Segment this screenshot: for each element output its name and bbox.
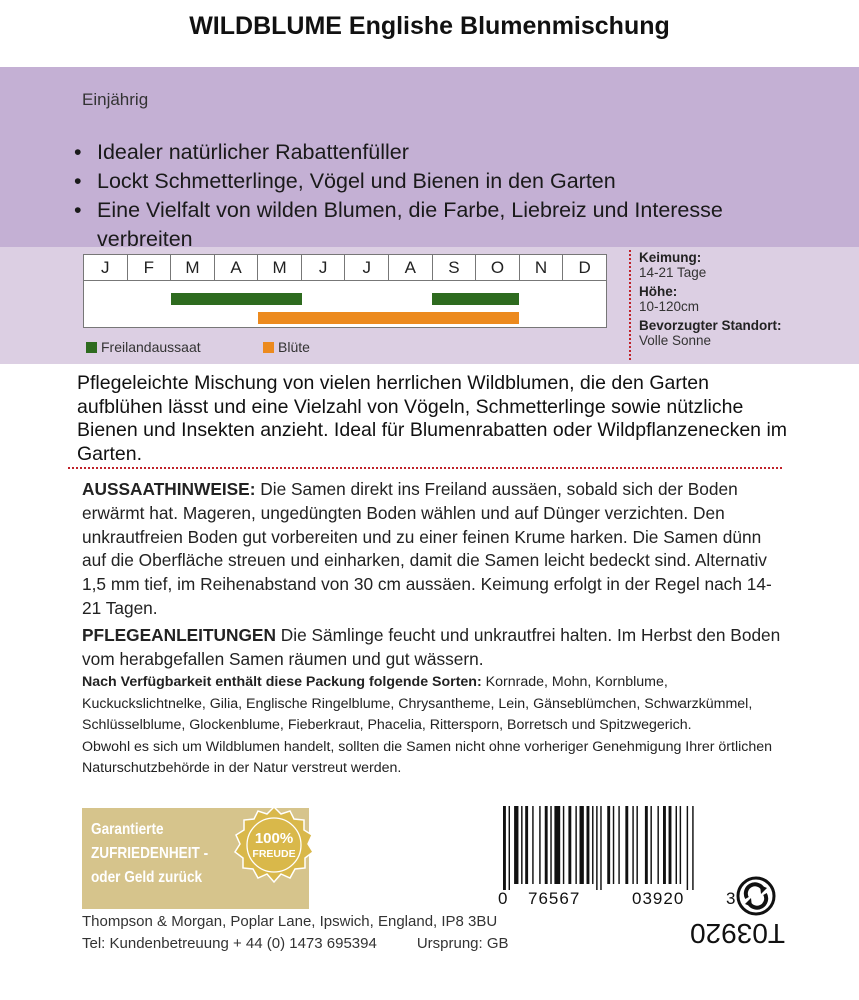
barcode-bar — [580, 806, 584, 884]
varieties-note: Obwohl es sich um Wildblumen handelt, sollten die Samen nicht ohne vorheriger Genehmigung Ihrer örtlichen Naturschutzbehörde in der Natur verstreut werden. — [82, 738, 773, 776]
sowing-heading: AUSSAATHINWEISE: — [82, 479, 256, 499]
care-text: Die Sämlinge feucht und unkrautfrei halten. Im Herbst den Boden vom herabgefallen Samen räumen und gut wässern. — [82, 625, 781, 669]
barcode-bar — [509, 806, 510, 890]
product-description: Pflegeleichte Mischung von vielen herrlichen Wildblumen, die den Garten aufblühen lässt und eine Vielzahl von Vögeln, Schmetterlinge sowie nützliche Bienen und Insekten anzieht. Ideal für Blumenrabatten oder Wildpflanzenecken im Garten. — [77, 372, 788, 465]
month-10: N — [520, 255, 564, 280]
barcode-bar — [632, 806, 633, 884]
seal-text: FREUDE — [252, 848, 296, 860]
satisfaction-seal-icon — [232, 804, 316, 888]
month-11: D — [578, 258, 591, 277]
height-value: 10-120cm — [639, 299, 700, 314]
varieties-heading: Nach Verfügbarkeit enthält diese Packung folgende Sorten: — [82, 674, 482, 690]
page-title: WILDBLUME Englishe Blumenmischung — [189, 12, 670, 40]
dotted-divider — [68, 467, 782, 469]
recycle-icon — [736, 876, 776, 916]
barcode-bar — [592, 806, 593, 884]
legend-swatch-flowering — [263, 342, 274, 353]
month-8: S — [433, 255, 477, 280]
barcode-bar — [687, 806, 688, 890]
sowing-bar-1 — [432, 293, 519, 305]
legend-sowing — [86, 339, 201, 355]
barcode-bar — [607, 806, 610, 884]
feature-item: • Idealer natürlicher Rabattenfüller — [70, 138, 790, 167]
phone-number: Tel: Kundenbetreuung + 44 (0) 1473 695394 — [82, 935, 377, 952]
contact-line — [82, 935, 509, 952]
feature-item: • Eine Vielfalt von wilden Blumen, die Farbe, Liebreiz und Interesse verbreiten — [70, 196, 790, 254]
flowering-bar-0 — [258, 312, 519, 324]
barcode-bar — [514, 806, 518, 884]
barcode-bar — [587, 806, 590, 884]
care-heading: PFLEGEANLEITUNGEN — [82, 625, 276, 645]
month-1: F — [128, 255, 172, 280]
barcode-bar — [692, 806, 693, 890]
barcode-check-digit: 3 — [726, 889, 737, 908]
month-2: M — [171, 255, 215, 280]
germination-label: Keimung: — [639, 250, 702, 265]
product-code: T03920 — [690, 918, 785, 949]
care-instructions — [82, 624, 782, 672]
barcode-bar — [636, 806, 637, 884]
month-0: J — [84, 255, 128, 280]
month-3: A — [215, 255, 259, 280]
barcode-bar — [554, 806, 560, 884]
month-9: O — [476, 255, 520, 280]
legend-flowering-label: Blüte — [278, 339, 310, 355]
annual-label: Einjährig — [82, 90, 149, 109]
guarantee-line3: oder Geld zurück — [91, 869, 203, 886]
barcode-bar — [676, 806, 677, 884]
calendar-months — [84, 255, 606, 281]
barcode-bar — [503, 806, 506, 890]
barcode-bar — [680, 806, 681, 884]
sowing-text: Die Samen direkt ins Freiland aussäen, sobald sich der Boden erwärmt hat. Mageren, ungedüngten Boden wählen und auf Dünger verzichten. Den unkrautfreien Boden gut vorbereiten und zu einer feinen Krume harken. Die Samen dünn auf die Oberfläche streuen und einharken, damit die Samen leicht bedeckt sind. Alternativ 1,5 mm tief, im Reihenabstand von 30 cm aussäen. Keimung erfolgt in der Regel nach 14-21 Tagen. — [82, 479, 772, 618]
barcode-first-digit: 0 — [498, 889, 509, 908]
legend-sowing-label: Freilandaussaat — [101, 339, 201, 355]
month-7: A — [389, 255, 433, 280]
barcode-bar — [568, 806, 571, 884]
barcode-bar — [539, 806, 540, 884]
barcode-bar — [650, 806, 651, 884]
month-6: J — [345, 255, 389, 280]
sowing-instructions — [82, 478, 782, 621]
month-4: M — [258, 255, 302, 280]
height-label: Höhe: — [639, 284, 678, 299]
month-5: J — [302, 255, 346, 280]
location-label: Bevorzugter Standort: — [639, 318, 782, 333]
origin: Ursprung: GB — [416, 935, 509, 952]
barcode-bar — [525, 806, 528, 884]
location-value: Volle Sonne — [639, 333, 712, 348]
barcode-bar — [550, 806, 551, 884]
barcode-right-group: 03920 — [632, 889, 685, 908]
barcode-bar — [669, 806, 672, 884]
sowing-bar-0 — [171, 293, 302, 305]
barcode-bar — [613, 806, 614, 884]
legend-flowering — [263, 339, 310, 355]
barcode-bar — [596, 806, 597, 890]
barcode-bar — [521, 806, 522, 884]
barcode-bar — [625, 806, 628, 884]
guarantee-line1: Garantierte — [91, 821, 164, 838]
barcode — [499, 806, 727, 890]
guarantee-line2: ZUFRIEDENHEIT - — [91, 845, 209, 862]
germination-value: 14-21 Tage — [639, 265, 707, 280]
barcode-left-group: 76567 — [528, 889, 581, 908]
barcode-bar — [618, 806, 619, 884]
varieties-text: Kornrade, Mohn, Kornblume, Kuckuckslichtnelke, Gilia, Englische Ringelblume, Chrysantheme, Lein, Gänseblümchen, Schwarzkümmel, Schlüsselblume, Glockenblume, Fieberkraut, Phacelia, Rittersporn, Borretsch und Spitzwegerich. — [82, 674, 753, 733]
barcode-bar — [532, 806, 533, 884]
seal-percent: 100% — [254, 830, 294, 847]
sowing-calendar — [83, 254, 607, 328]
barcode-bar — [575, 806, 576, 884]
barcode-bar — [545, 806, 548, 884]
barcode-bar — [563, 806, 564, 884]
barcode-bar — [663, 806, 666, 884]
barcode-bar — [600, 806, 601, 890]
barcode-bar — [645, 806, 648, 884]
barcode-bar — [657, 806, 658, 884]
feature-list — [70, 138, 790, 254]
feature-item: • Lockt Schmetterlinge, Vögel und Bienen in den Garten — [70, 167, 790, 196]
legend-swatch-sowing — [86, 342, 97, 353]
company-address: Thompson & Morgan, Poplar Lane, Ipswich, England, IP8 3BU — [82, 913, 498, 930]
growing-info — [629, 250, 849, 360]
varieties-section — [82, 672, 782, 780]
